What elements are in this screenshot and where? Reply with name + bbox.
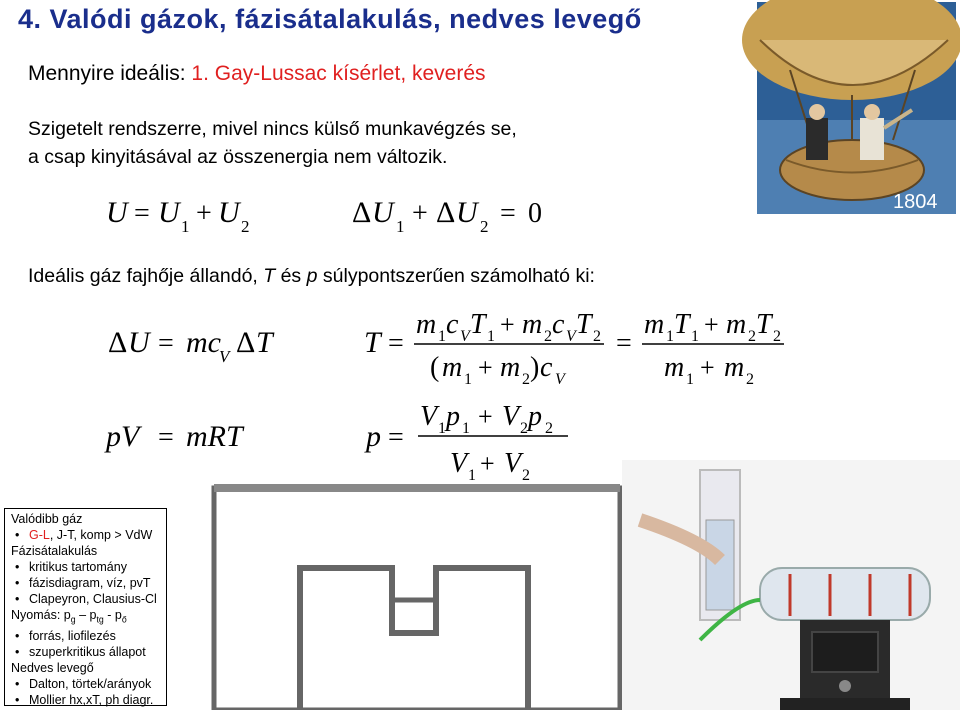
svg-text:m: m — [726, 309, 747, 340]
svg-text:T: T — [470, 309, 486, 340]
svg-text:=: = — [158, 328, 174, 359]
equation-ideal-gas — [104, 420, 245, 453]
body-text-line-2: a csap kinyitásával az összenergia nem változik. — [28, 146, 448, 168]
list-item: • szuperkritikus állapot — [15, 644, 162, 660]
svg-text:U: U — [128, 326, 150, 359]
svg-text:m: m — [724, 352, 745, 383]
svg-text:): ) — [530, 352, 540, 383]
svg-text:2: 2 — [746, 371, 754, 388]
svg-text:=: = — [616, 328, 632, 359]
svg-text:1: 1 — [438, 420, 446, 437]
svg-text:1: 1 — [487, 328, 495, 345]
svg-text:p: p — [528, 401, 542, 432]
svg-text:V: V — [420, 401, 438, 432]
svg-text:0: 0 — [528, 198, 542, 229]
svg-text:V: V — [566, 328, 576, 345]
panel-list-real-gas — [9, 527, 162, 543]
panel-list-pressure — [9, 628, 162, 660]
svg-text:1: 1 — [181, 217, 190, 236]
svg-text:V: V — [502, 401, 520, 432]
list-item: • kritikus tartomány — [15, 559, 162, 575]
svg-text:p: p — [366, 420, 381, 453]
list-item: • G-L, J-T, komp > VdW — [15, 527, 162, 543]
svg-text:T: T — [756, 309, 772, 340]
svg-text:+: + — [478, 353, 493, 382]
svg-text:1: 1 — [438, 328, 446, 345]
svg-text:c: c — [446, 309, 459, 340]
svg-text:+: + — [700, 353, 715, 382]
svg-text:+: + — [480, 449, 495, 478]
panel-heading-humid-air: Nedves levegő — [11, 660, 94, 675]
svg-text:m: m — [500, 352, 521, 383]
panel-list-humid-air — [9, 676, 162, 708]
svg-text:m: m — [522, 309, 543, 340]
svg-text:2: 2 — [773, 328, 781, 345]
svg-text:m: m — [664, 352, 685, 383]
hot-air-balloon-picture — [742, 0, 960, 214]
svg-text:(: ( — [430, 352, 440, 383]
slide-title: 4. Valódi gázok, fázisátalakulás, nedves levegő — [18, 4, 642, 34]
svg-text:V: V — [219, 347, 230, 366]
svg-text:1: 1 — [468, 467, 476, 484]
panel-heading-phase-change: Fázisátalakulás — [11, 544, 98, 558]
svg-text:1: 1 — [464, 371, 472, 388]
svg-text:1: 1 — [666, 328, 674, 345]
equation-energy-sum — [106, 196, 250, 236]
svg-text:c: c — [540, 352, 553, 383]
balloon-year-label: 1804 — [893, 191, 938, 213]
svg-text:V: V — [460, 328, 470, 345]
svg-text:+: + — [478, 402, 493, 431]
svg-text:Δ: Δ — [436, 196, 456, 229]
equation-internal-energy — [108, 326, 275, 366]
svg-text:T: T — [576, 309, 592, 340]
subtitle-prefix: Mennyire ideális: — [28, 62, 192, 85]
svg-text:+: + — [500, 310, 515, 339]
svg-text:=: = — [388, 422, 404, 453]
list-item: • fázisdiagram, víz, pvT — [15, 575, 162, 591]
svg-text:+: + — [704, 310, 719, 339]
topics-panel — [4, 508, 167, 706]
svg-text:Δ: Δ — [108, 326, 128, 359]
svg-text:V: V — [450, 448, 468, 479]
svg-text:U: U — [456, 196, 478, 229]
svg-text:2: 2 — [545, 420, 553, 437]
svg-text:m: m — [442, 352, 463, 383]
svg-text:p: p — [446, 401, 460, 432]
svg-text:1: 1 — [462, 420, 470, 437]
svg-text:c: c — [552, 309, 565, 340]
body-text-line-1: Szigetelt rendszerre, mivel nincs külső munkavégzés se, — [28, 118, 517, 140]
equation-energy-change — [352, 196, 542, 236]
svg-text:=: = — [388, 328, 404, 359]
svg-text:V: V — [504, 448, 522, 479]
svg-text:m: m — [416, 309, 437, 340]
panel-list-phase-change — [9, 559, 162, 607]
svg-text:U: U — [158, 196, 180, 229]
svg-text:m: m — [644, 309, 665, 340]
svg-text:2: 2 — [593, 328, 601, 345]
svg-text:U: U — [372, 196, 394, 229]
svg-text:U: U — [218, 196, 240, 229]
list-item: • Clapeyron, Clausius-Cl — [15, 591, 162, 607]
svg-text:T: T — [674, 309, 690, 340]
list-item: • Dalton, törtek/arányok — [15, 676, 162, 692]
svg-text:+: + — [412, 198, 428, 229]
svg-text:V: V — [555, 371, 565, 388]
gay-lussac-apparatus-sketch — [214, 488, 620, 710]
svg-text:U: U — [106, 196, 128, 229]
svg-text:=: = — [158, 422, 174, 453]
svg-text:2: 2 — [520, 420, 528, 437]
list-item: • forrás, liofilezés — [15, 628, 162, 644]
svg-text:2: 2 — [522, 467, 530, 484]
equation-mixing-temperature — [364, 309, 784, 388]
svg-text:+: + — [196, 198, 212, 229]
svg-text:1: 1 — [691, 328, 699, 345]
svg-text:2: 2 — [544, 328, 552, 345]
svg-text:2: 2 — [241, 217, 250, 236]
svg-text:2: 2 — [480, 217, 489, 236]
equation-mixing-pressure — [364, 401, 568, 484]
panel-heading-real-gas: Valódibb gáz — [11, 512, 83, 526]
svg-text:mRT: mRT — [186, 420, 243, 453]
svg-text:pV: pV — [106, 420, 140, 453]
subtitle-highlight: 1. Gay-Lussac kísérlet, keverés — [191, 62, 486, 85]
svg-text:=: = — [500, 198, 516, 229]
svg-text:2: 2 — [748, 328, 756, 345]
list-item: • Mollier hx,xT, ph diagr. — [15, 692, 162, 708]
svg-text:1: 1 — [686, 371, 694, 388]
svg-text:Δ: Δ — [236, 326, 256, 359]
svg-text:Δ: Δ — [352, 196, 372, 229]
svg-text:2: 2 — [522, 371, 530, 388]
svg-text:T: T — [364, 326, 381, 359]
svg-text:1: 1 — [396, 217, 405, 236]
svg-text:T: T — [256, 326, 273, 359]
svg-text:=: = — [134, 198, 150, 229]
lab-apparatus-photo — [622, 460, 960, 710]
svg-text:mc: mc — [186, 326, 221, 359]
panel-heading-pressure: Nyomás: $p_g - p_{tg} - p_ő$ — [11, 608, 127, 625]
body-text-line-3: Ideális gáz fajhője állandó, T és p súlypontszerűen számolható ki: — [28, 265, 595, 287]
